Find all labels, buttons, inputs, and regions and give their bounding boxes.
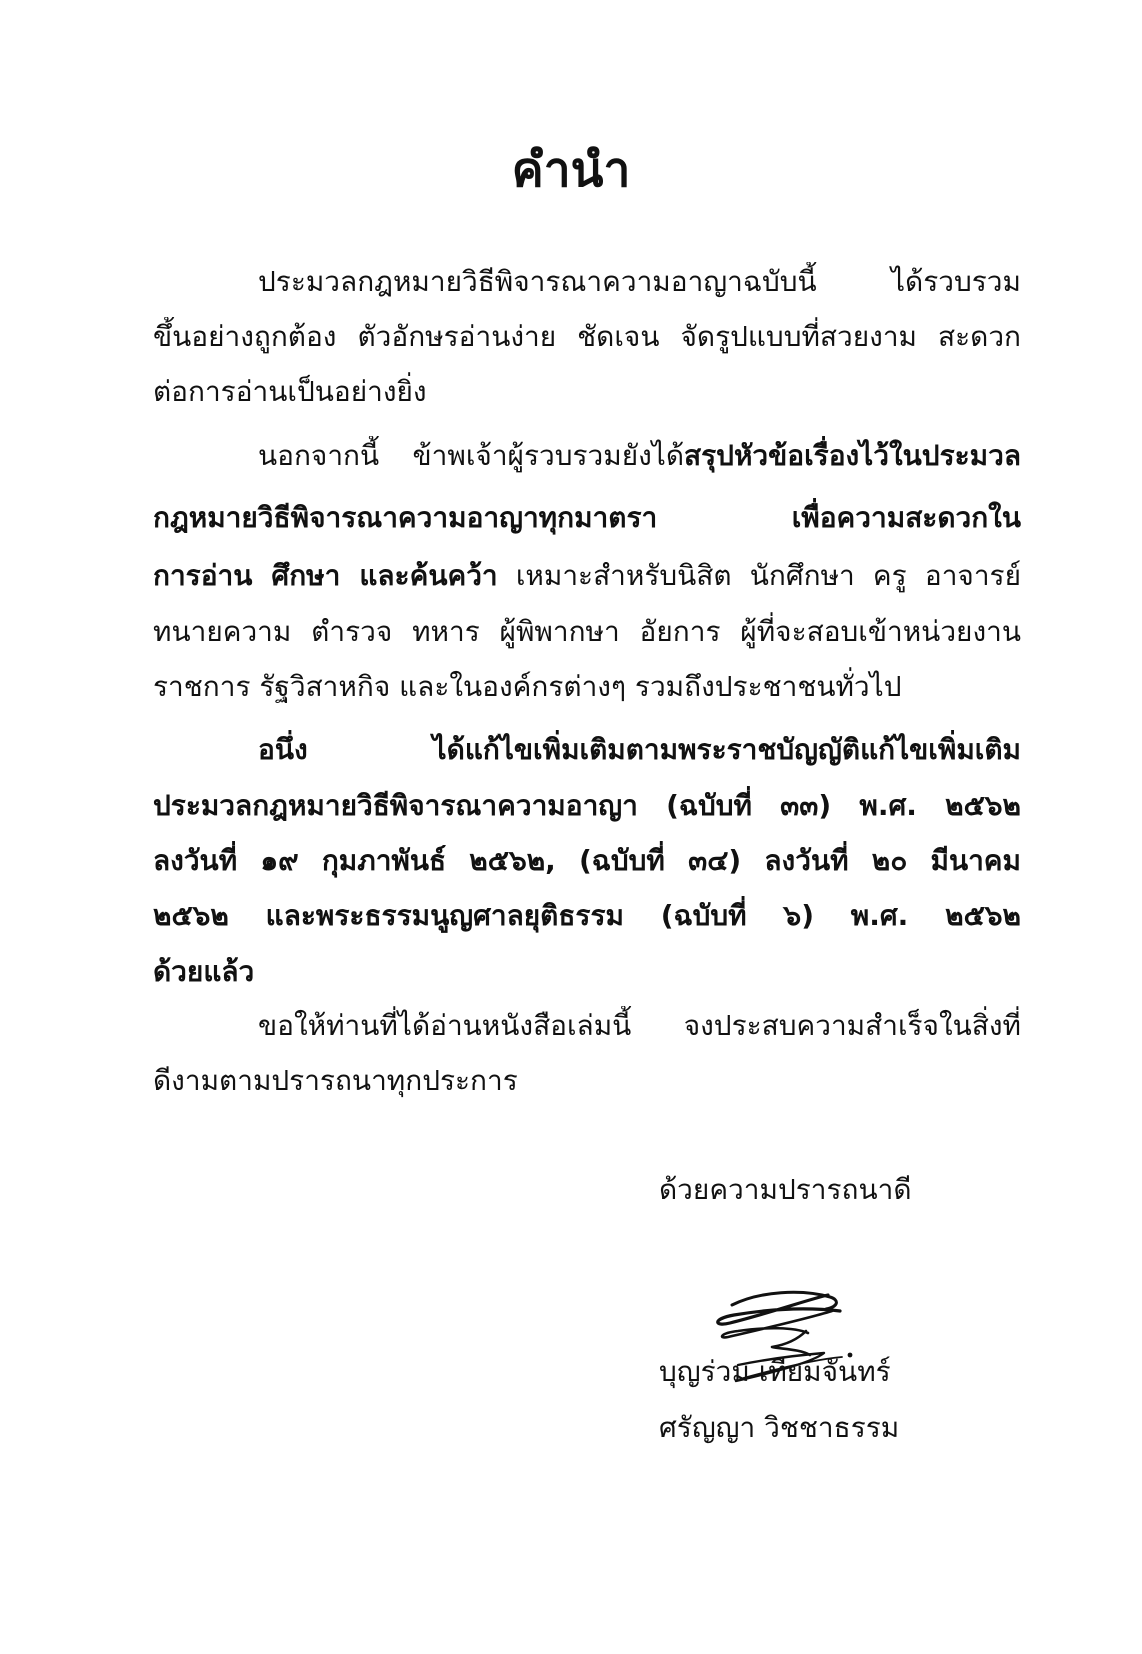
paragraph-3-line-3: ลงวันที่ ๑๙ กุมภาพันธ์ ๒๕๖๒, (ฉบับที่ ๓๔) ลงวันที่ ๒๐ มีนาคม <box>153 844 1021 877</box>
paragraph-4-line-1: ขอให้ท่านที่ได้อ่านหนังสือเล่มนี้ จงประสบความสำเร็จในสิ่งที่ <box>258 1009 1021 1042</box>
author-name-1: บุญร่วม เทียมจันทร์ <box>659 1355 891 1388</box>
paragraph-3-line-4: ๒๕๖๒ และพระธรรมนูญศาลยุติธรรม (ฉบับที่ ๖) พ.ศ. ๒๕๖๒ <box>153 899 1021 932</box>
paragraph-2-line-1 <box>258 436 1021 476</box>
paragraph-1-line-1: ประมวลกฎหมายวิธีพิจารณาความอาญาฉบับนี้ ได้รวบรวม <box>258 265 1021 298</box>
paragraph-2-line-3-text: เหมาะสำหรับนิสิต นักศึกษา ครู อาจารย์ <box>497 559 1021 592</box>
author-name-2: ศรัญญา วิชชาธรรม <box>659 1411 900 1444</box>
paragraph-1-line-3: ต่อการอ่านเป็นอย่างยิ่ง <box>153 375 427 408</box>
paragraph-4-line-2: ดีงามตามปรารถนาทุกประการ <box>153 1064 518 1097</box>
closing-salutation: ด้วยความปรารถนาดี <box>659 1173 912 1206</box>
paragraph-2-line-1-bold-text: สรุปหัวข้อเรื่องไว้ในประมวล <box>684 439 1021 472</box>
paragraph-1-line-2: ขึ้นอย่างถูกต้อง ตัวอักษรอ่านง่าย ชัดเจน จัดรูปแบบที่สวยงาม สะดวก <box>153 320 1021 353</box>
page-title: คำนำ <box>511 142 631 198</box>
paragraph-3-line-1: อนึ่ง ได้แก้ไขเพิ่มเติมตามพระราชบัญญัติแก้ไขเพิ่มเติม <box>258 733 1021 766</box>
paragraph-2-line-3 <box>153 556 1021 596</box>
paragraph-2-line-4: ทนายความ ตำรวจ ทหาร ผู้พิพากษา อัยการ ผู้ที่จะสอบเข้าหน่วยงาน <box>153 615 1021 648</box>
paragraph-2-line-5: ราชการ รัฐวิสาหกิจ และในองค์กรต่างๆ รวมถึงประชาชนทั่วไป <box>153 670 902 703</box>
paragraph-3-line-5: ด้วยแล้ว <box>153 955 255 988</box>
paragraph-2-line-2: กฎหมายวิธีพิจารณาความอาญาทุกมาตรา เพื่อความสะดวกใน <box>153 501 1021 534</box>
paragraph-2-line-1-text: นอกจากนี้ ข้าพเจ้าผู้รวบรวมยังได้ <box>258 439 685 472</box>
paragraph-2-line-3-bold-text: การอ่าน ศึกษา และค้นคว้า <box>153 559 498 592</box>
paragraph-3-line-2: ประมวลกฎหมายวิธีพิจารณาความอาญา (ฉบับที่ ๓๓) พ.ศ. ๒๕๖๒ <box>153 789 1021 822</box>
